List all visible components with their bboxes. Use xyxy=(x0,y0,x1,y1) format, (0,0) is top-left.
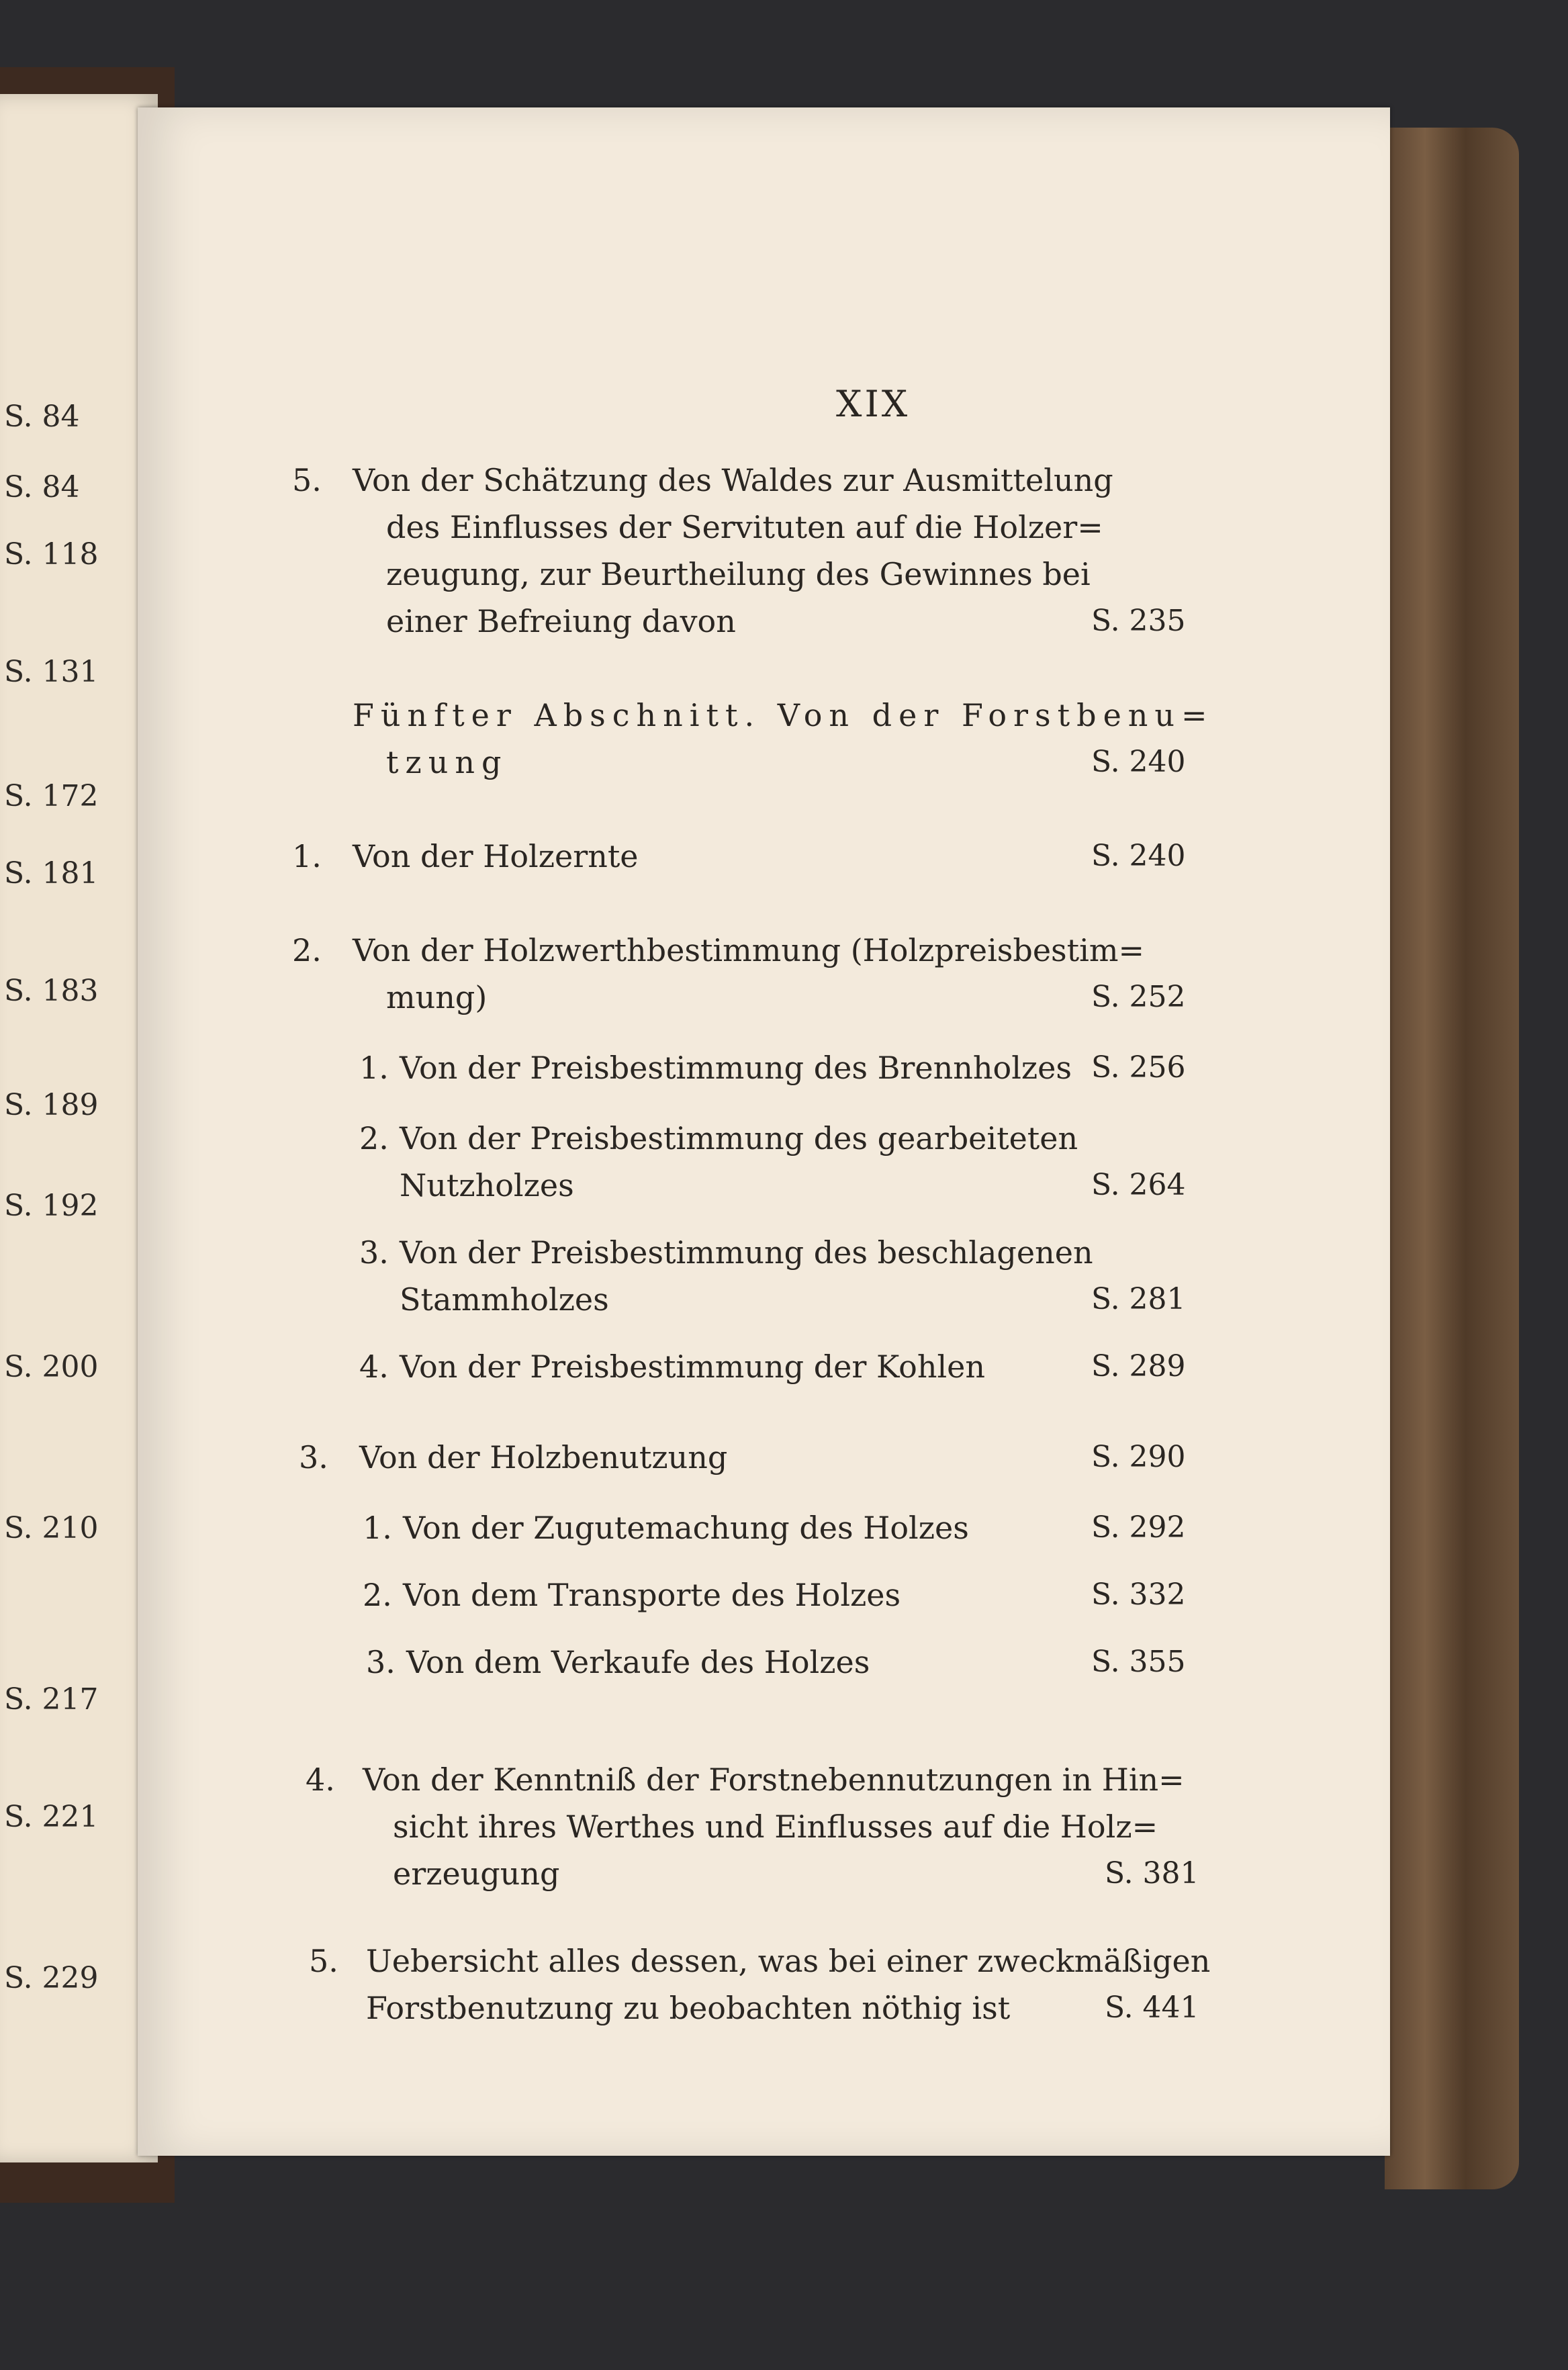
entry-number: 2. xyxy=(363,1577,392,1613)
page-ref: S. 441 xyxy=(1105,1991,1199,2025)
entry-line: sicht ihres Werthes und Einflusses auf die Holz= xyxy=(393,1809,1158,1845)
margin-ref: S. 200 xyxy=(4,1350,99,1384)
page-number: XIX xyxy=(836,383,911,425)
entry-number: 1. xyxy=(363,1510,392,1546)
margin-ref: S. 221 xyxy=(4,1800,99,1834)
right-page xyxy=(138,107,1390,2156)
page-ref: S. 332 xyxy=(1091,1578,1186,1612)
entry-number: 1. xyxy=(292,838,322,874)
entry-number: 5. xyxy=(309,1943,338,1979)
margin-ref: S. 229 xyxy=(4,1961,99,1995)
margin-ref: S. 84 xyxy=(4,470,80,504)
entry-line: Von der Kenntniß der Forstnebennutzungen in Hin= xyxy=(363,1762,1185,1798)
page-ref: S. 290 xyxy=(1091,1440,1186,1474)
entry-line: zeugung, zur Beurtheilung des Gewinnes bei xyxy=(386,556,1091,592)
entry-line: erzeugung xyxy=(393,1856,560,1892)
page-ref: S. 235 xyxy=(1091,604,1186,638)
margin-ref: S. 183 xyxy=(4,974,99,1008)
entry-number: 2. xyxy=(292,932,322,968)
entry-line: Uebersicht alles dessen, was bei einer zweckmäßigen xyxy=(366,1943,1211,1979)
page-ref: S. 281 xyxy=(1091,1282,1186,1316)
margin-ref: S. 189 xyxy=(4,1088,99,1122)
entry-line: einer Befreiung davon xyxy=(386,603,736,639)
entry-number: 3. xyxy=(299,1439,328,1475)
entry-line: Von der Holzbenutzung xyxy=(359,1439,728,1475)
section-heading: tzung xyxy=(386,744,508,780)
entry-number: 1. xyxy=(359,1050,389,1086)
entry-line: Von der Preisbestimmung des Brennholzes xyxy=(400,1050,1072,1086)
page-ref: S. 264 xyxy=(1091,1168,1186,1202)
page-ref: S. 292 xyxy=(1091,1510,1186,1545)
margin-ref: S. 181 xyxy=(4,856,99,891)
margin-ref: S. 131 xyxy=(4,655,99,689)
entry-number: 2. xyxy=(359,1120,389,1156)
margin-ref: S. 192 xyxy=(4,1189,99,1223)
entry-number: 4. xyxy=(306,1762,335,1798)
page-ref: S. 240 xyxy=(1091,839,1186,873)
right-cover-edge xyxy=(1385,128,1519,2189)
entry-number: 3. xyxy=(366,1644,396,1680)
margin-ref: S. 172 xyxy=(4,779,99,813)
entry-line: Forstbenutzung zu beobachten nöthig ist xyxy=(366,1990,1011,2026)
entry-line: Von der Preisbestimmung der Kohlen xyxy=(400,1349,986,1385)
entry-number: 3. xyxy=(359,1234,389,1271)
entry-line: Von der Schätzung des Waldes zur Ausmittelung xyxy=(353,462,1113,498)
entry-line: Von der Zugutemachung des Holzes xyxy=(403,1510,969,1546)
entry-line: Stammholzes xyxy=(400,1281,609,1318)
entry-number: 4. xyxy=(359,1349,389,1385)
entry-line: Von der Holzernte xyxy=(353,838,639,874)
page-ref: S. 289 xyxy=(1091,1349,1186,1383)
entry-line: Nutzholzes xyxy=(400,1167,574,1203)
entry-line: Von der Preisbestimmung des gearbeiteten xyxy=(400,1120,1078,1156)
left-page xyxy=(0,94,158,2162)
entry-line: Von der Preisbestimmung des beschlagenen xyxy=(400,1234,1093,1271)
margin-ref: S. 84 xyxy=(4,400,80,434)
section-heading: Fünfter Abschnitt. Von der Forstbenu= xyxy=(353,697,1214,733)
entry-line: mung) xyxy=(386,979,488,1015)
entry-line: Von der Holzwerthbestimmung (Holzpreisbestim= xyxy=(353,932,1145,968)
page-ref: S. 355 xyxy=(1091,1645,1186,1679)
page-ref: S. 252 xyxy=(1091,980,1186,1014)
entry-line: Von dem Verkaufe des Holzes xyxy=(406,1644,870,1680)
page-ref: S. 240 xyxy=(1091,745,1186,779)
margin-ref: S. 210 xyxy=(4,1511,99,1545)
entry-line: Von dem Transporte des Holzes xyxy=(403,1577,901,1613)
entry-line: des Einflusses der Servituten auf die Holzer= xyxy=(386,509,1103,545)
entry-number: 5. xyxy=(292,462,322,498)
page-ref: S. 256 xyxy=(1091,1050,1186,1085)
margin-ref: S. 217 xyxy=(4,1682,99,1717)
page-ref: S. 381 xyxy=(1105,1856,1199,1890)
margin-ref: S. 118 xyxy=(4,537,99,572)
